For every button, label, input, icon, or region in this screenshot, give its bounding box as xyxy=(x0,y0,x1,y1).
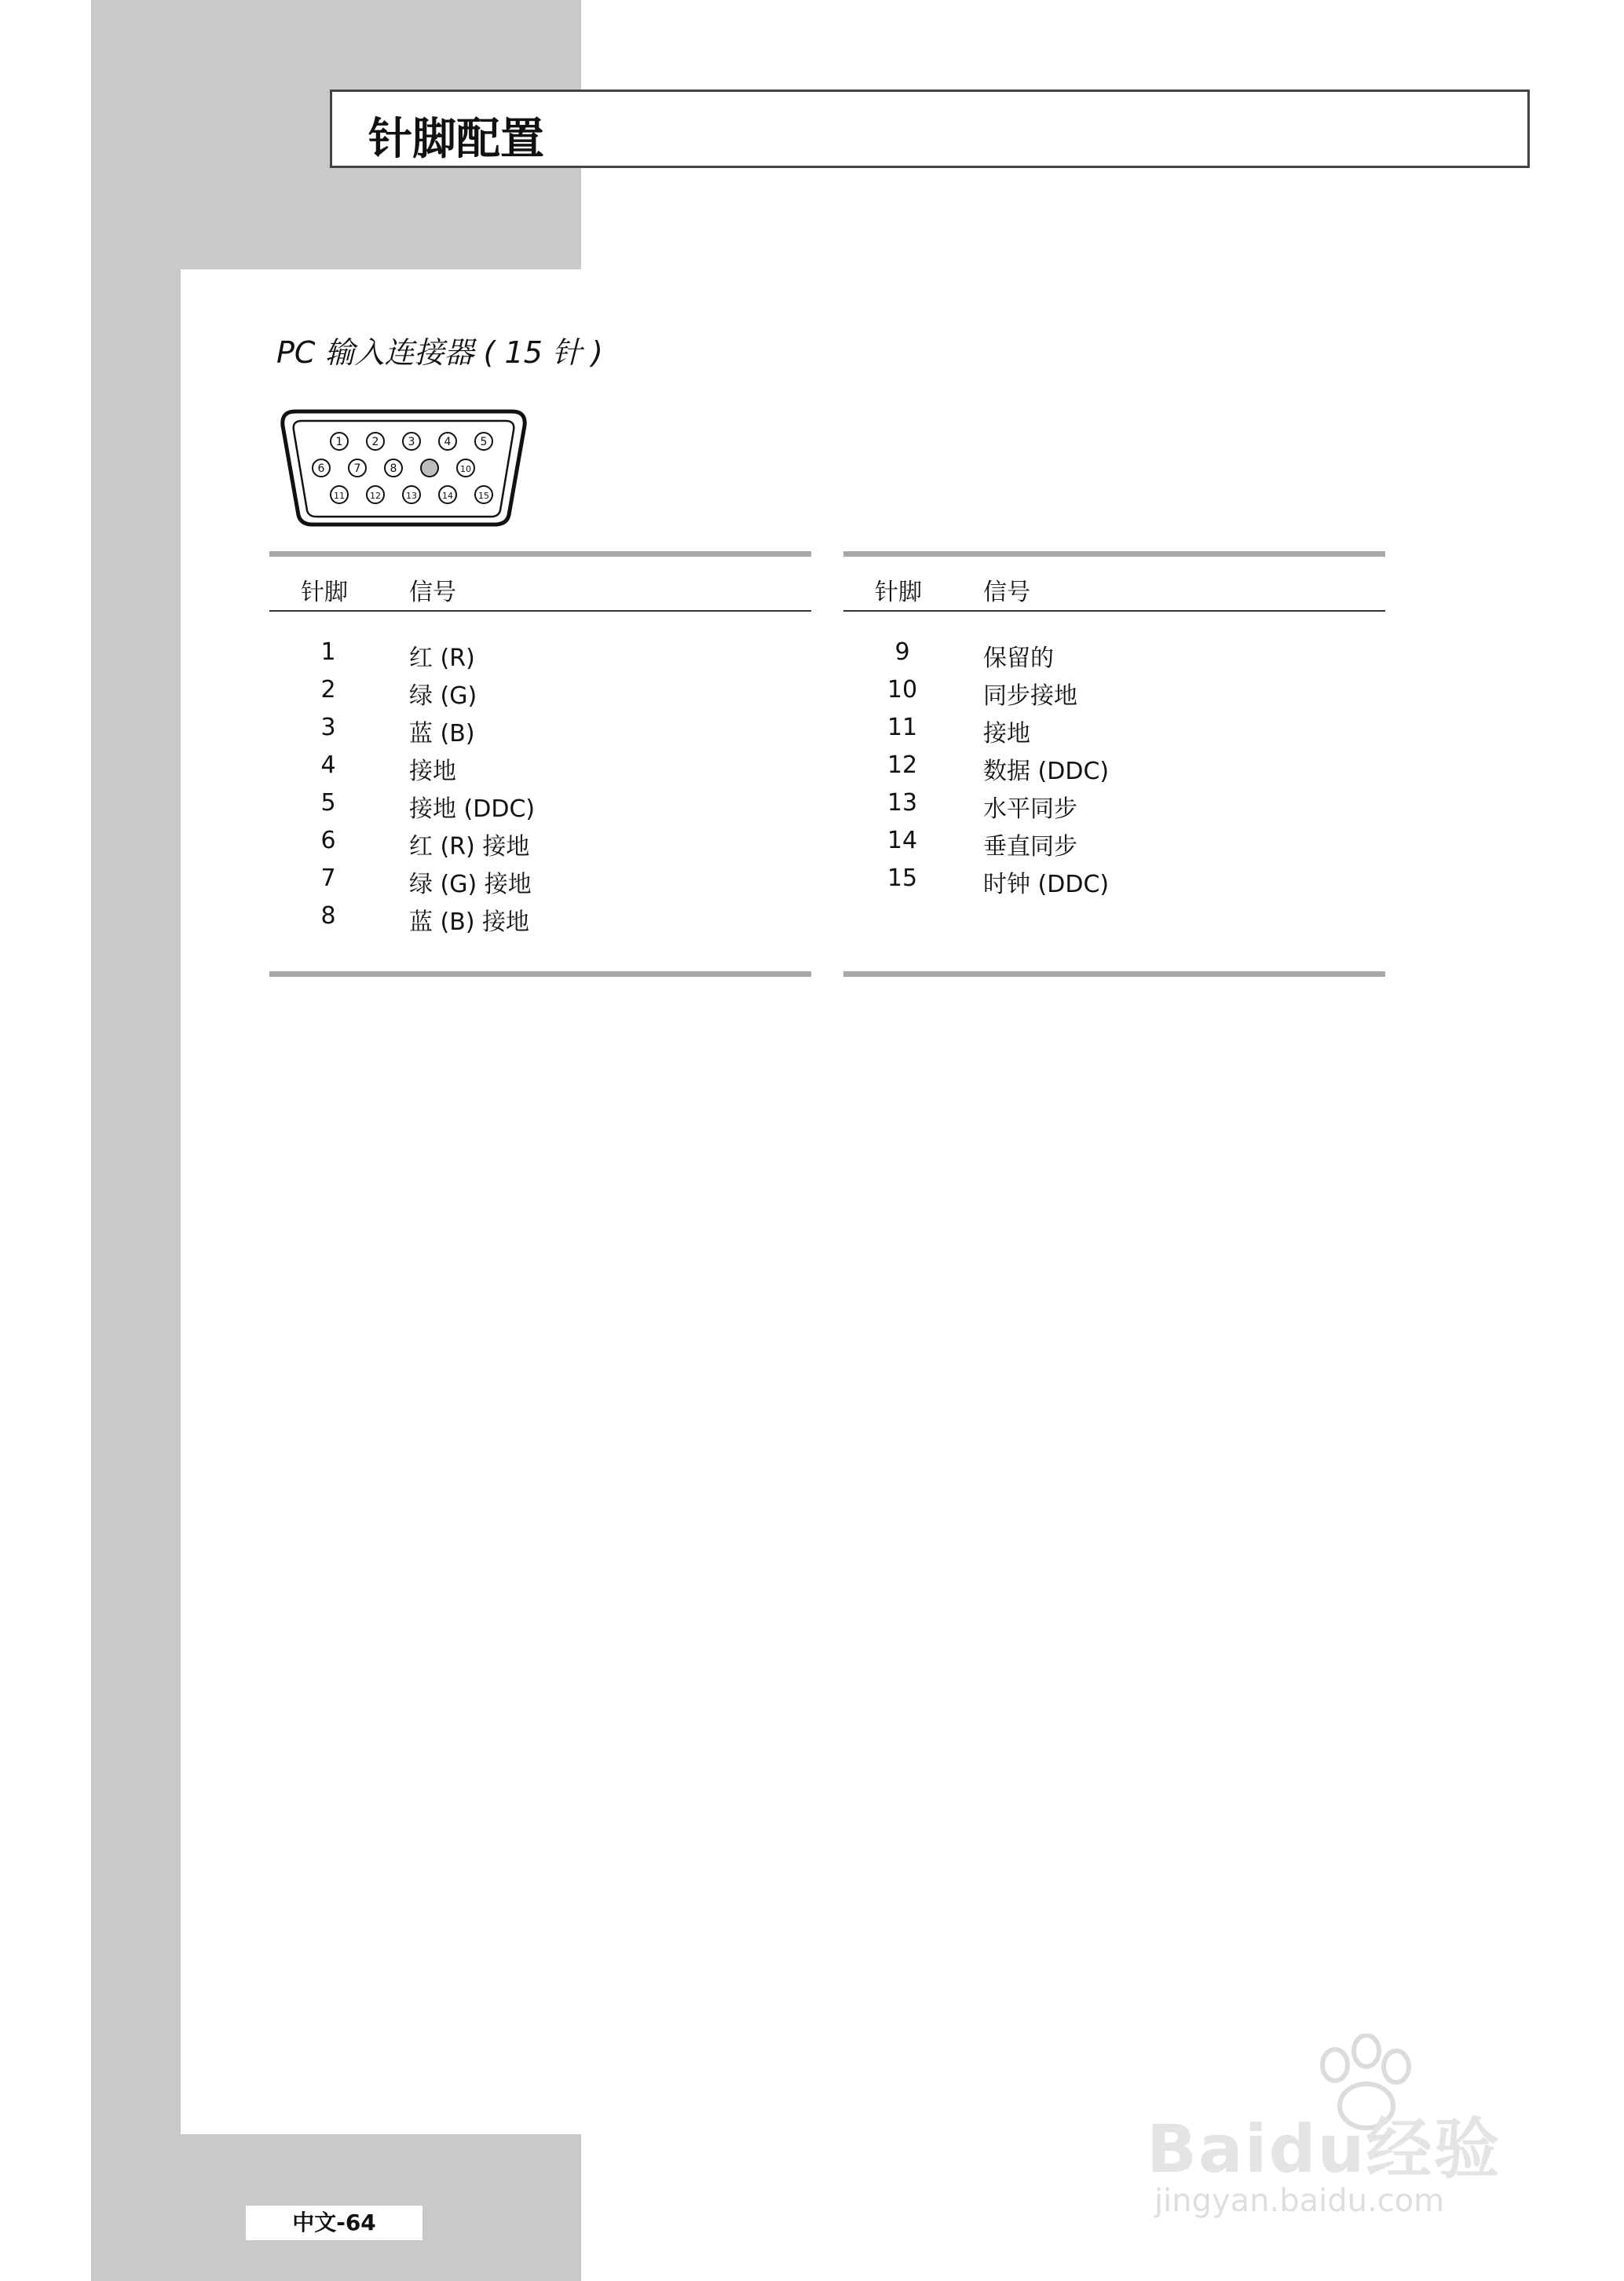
pin-label: 4 xyxy=(444,436,452,448)
table-row xyxy=(843,634,1385,671)
header-signal: 信号 xyxy=(409,579,456,606)
table-row xyxy=(269,709,811,747)
pin-label: 2 xyxy=(371,436,379,448)
pin-number: 13 xyxy=(887,789,918,817)
table-rows xyxy=(269,612,811,935)
table-header xyxy=(269,557,811,612)
table-row xyxy=(843,822,1385,860)
table-row xyxy=(269,634,811,671)
pin-label: 13 xyxy=(406,491,417,501)
pin-number: 12 xyxy=(887,751,918,779)
pin-number: 15 xyxy=(887,865,918,892)
table-header xyxy=(843,557,1385,612)
header-pin: 针脚 xyxy=(301,579,348,606)
pin-number: 9 xyxy=(894,638,910,666)
signal-name: 蓝 (B) xyxy=(409,720,475,748)
connector-pin xyxy=(421,459,438,477)
signal-name: 红 (R) 接地 xyxy=(409,833,530,861)
vga-connector-diagram xyxy=(278,408,529,528)
table-row xyxy=(269,784,811,822)
signal-name: 绿 (G) 接地 xyxy=(409,871,532,898)
pin-table-right xyxy=(843,551,1385,977)
pin-number: 5 xyxy=(320,789,336,817)
signal-name: 垂直同步 xyxy=(983,833,1077,861)
section-heading: PC 输入连接器 ( 15 针 ) xyxy=(276,335,603,370)
page-title: 针脚配置 xyxy=(368,114,544,165)
pin-number: 2 xyxy=(320,676,336,704)
signal-name: 保留的 xyxy=(983,645,1054,672)
pin-number: 4 xyxy=(320,751,336,779)
signal-name: 接地 xyxy=(409,758,456,785)
signal-name: 红 (R) xyxy=(409,645,475,672)
pin-number: 6 xyxy=(320,827,336,854)
signal-name: 水平同步 xyxy=(983,795,1077,823)
left-gray-band xyxy=(91,0,181,2281)
table-top-rule xyxy=(843,551,1385,557)
pin-label: 10 xyxy=(460,464,471,474)
signal-name: 同步接地 xyxy=(983,682,1077,710)
pin-label: 7 xyxy=(353,462,361,475)
pin-number: 11 xyxy=(887,714,918,741)
watermark-url: jingyan.baidu.com xyxy=(1154,2183,1445,2219)
pin-label: 1 xyxy=(335,436,343,448)
table-row xyxy=(269,747,811,784)
table-row xyxy=(269,822,811,860)
pin-number: 7 xyxy=(320,865,336,892)
pin-table-left xyxy=(269,551,811,977)
table-row xyxy=(843,671,1385,709)
table-row xyxy=(843,747,1385,784)
pin-number: 8 xyxy=(320,902,336,930)
table-row xyxy=(843,860,1385,897)
pin-number: 10 xyxy=(887,676,918,704)
header-pin: 针脚 xyxy=(875,579,922,606)
table-bottom-rule xyxy=(843,971,1385,977)
table-row xyxy=(843,784,1385,822)
signal-name: 蓝 (B) 接地 xyxy=(409,908,530,936)
page-number-label: 中文-64 xyxy=(246,2206,422,2240)
pin-number: 1 xyxy=(320,638,336,666)
pin-label: 11 xyxy=(334,491,345,501)
pin-number: 3 xyxy=(320,714,336,741)
table-row xyxy=(269,897,811,935)
signal-name: 接地 xyxy=(983,720,1030,748)
signal-name: 绿 (G) xyxy=(409,682,477,710)
pin-label: 8 xyxy=(390,462,397,475)
baidu-watermark xyxy=(1147,2034,1555,2230)
signal-name: 时钟 (DDC) xyxy=(983,871,1110,898)
table-row xyxy=(269,860,811,897)
pin-label: 14 xyxy=(442,491,453,501)
signal-name: 数据 (DDC) xyxy=(983,758,1110,785)
signal-name: 接地 (DDC) xyxy=(409,795,536,823)
title-box xyxy=(330,90,1530,168)
table-bottom-rule xyxy=(269,971,811,977)
header-signal: 信号 xyxy=(983,579,1030,606)
pin-label: 15 xyxy=(478,491,489,501)
table-row xyxy=(843,709,1385,747)
pin-label: 3 xyxy=(408,436,415,448)
table-rows xyxy=(843,612,1385,897)
pin-label: 12 xyxy=(370,491,381,501)
table-row xyxy=(269,671,811,709)
table-top-rule xyxy=(269,551,811,557)
watermark-brand: Baidu经验 xyxy=(1147,2111,1501,2188)
pin-label: 5 xyxy=(480,436,488,448)
pin-label: 6 xyxy=(317,462,325,475)
pin-number: 14 xyxy=(887,827,918,854)
